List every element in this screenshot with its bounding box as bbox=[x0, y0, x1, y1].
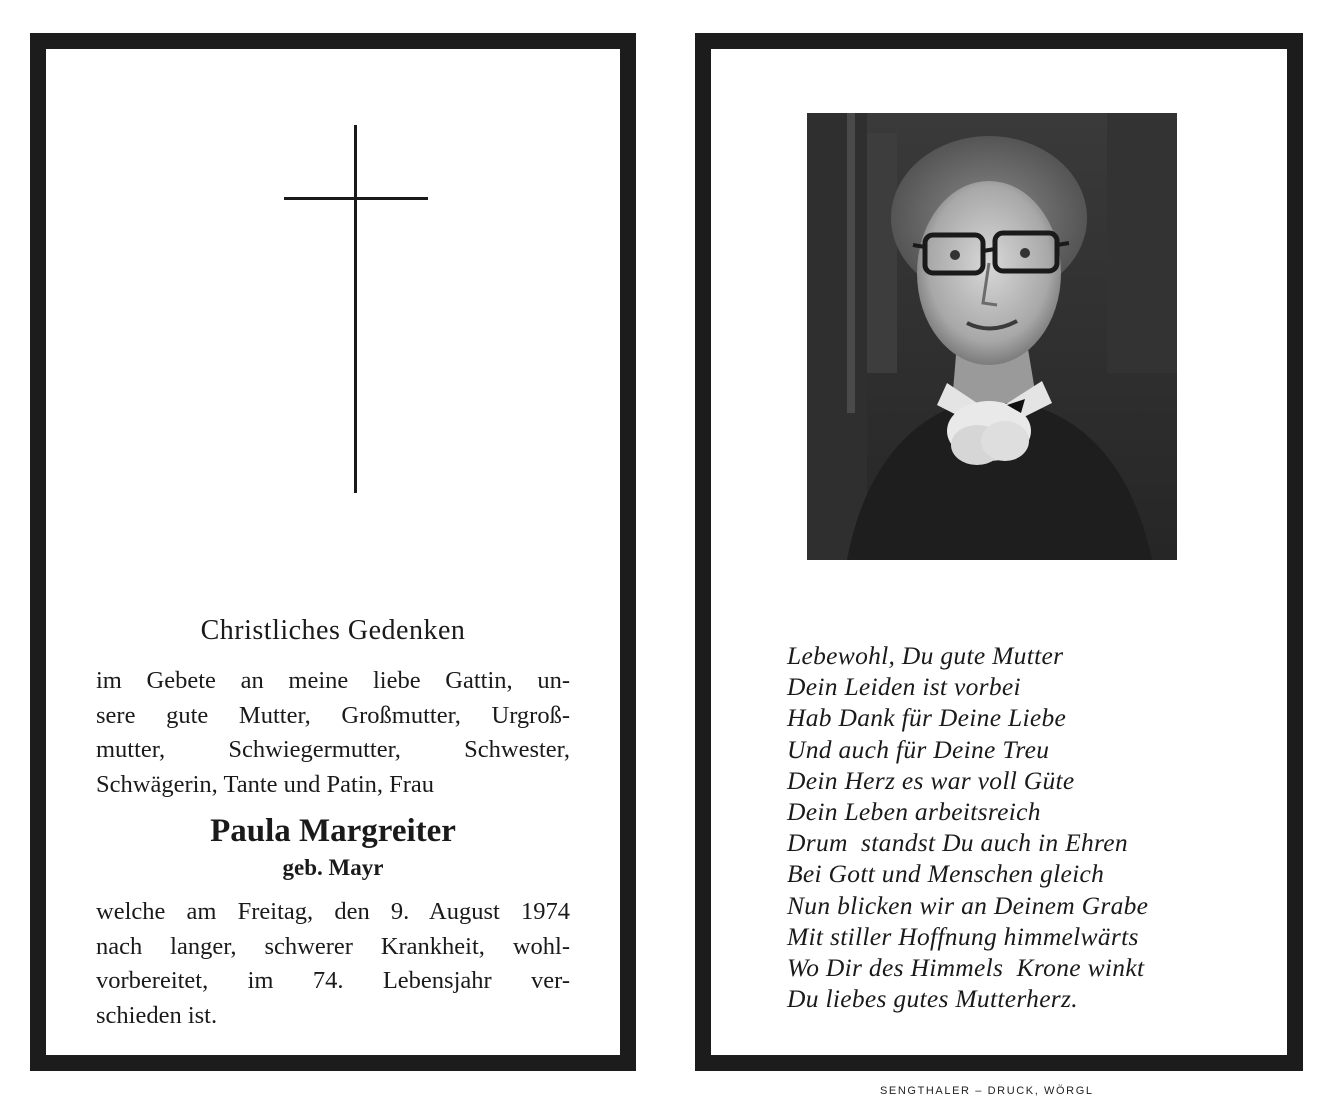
intro-paragraph bbox=[96, 664, 570, 802]
poem-line: Mit stiller Hoffnung himmelwärts bbox=[787, 921, 1139, 951]
poem-line: Dein Herz es war voll Güte bbox=[787, 765, 1075, 795]
death-line: schieden ist. bbox=[96, 1001, 218, 1029]
death-line: nach langer, schwerer Krankheit, wohl- bbox=[96, 932, 570, 960]
poem bbox=[787, 640, 1227, 1014]
death-paragraph bbox=[96, 895, 570, 1033]
memorial-card-back bbox=[695, 33, 1303, 1071]
intro-line: Schwägerin, Tante und Patin, Frau bbox=[96, 770, 435, 798]
deceased-name: Paula Margreiter bbox=[210, 813, 456, 849]
printer-imprint: SENGTHALER – DRUCK, WÖRGL bbox=[880, 1085, 1094, 1097]
poem-line: Dein Leben arbeitsreich bbox=[787, 797, 1041, 827]
poem-line: Drum standst Du auch in Ehren bbox=[787, 828, 1128, 858]
card-heading: Christliches Gedenken bbox=[200, 615, 466, 646]
memorial-card-front bbox=[30, 33, 636, 1071]
poem-line: Bei Gott und Menschen gleich bbox=[787, 859, 1105, 889]
intro-line: sere gute Mutter, Großmutter, Urgroß- bbox=[96, 701, 570, 729]
poem-line: Hab Dank für Deine Liebe bbox=[787, 703, 1067, 733]
poem-line: Wo Dir des Himmels Krone winkt bbox=[787, 953, 1145, 983]
maiden-name: geb. Mayr bbox=[282, 855, 384, 880]
intro-line: im Gebete an meine liebe Gattin, un- bbox=[96, 667, 570, 694]
poem-line: Dein Leiden ist vorbei bbox=[787, 672, 1021, 702]
poem-line: Du liebes gutes Mutterherz. bbox=[787, 984, 1078, 1014]
death-line: welche am Freitag, den 9. August 1974 bbox=[96, 898, 570, 925]
cross-icon bbox=[284, 125, 428, 493]
poem-line: Lebewohl, Du gute Mutter bbox=[787, 641, 1064, 670]
death-line: vorbereitet, im 74. Lebensjahr ver- bbox=[96, 967, 570, 994]
portrait-photo bbox=[807, 113, 1177, 560]
intro-line: mutter, Schwiegermutter, Schwester, bbox=[96, 736, 570, 763]
poem-line: Nun blicken wir an Deinem Grabe bbox=[787, 890, 1149, 920]
poem-line: Und auch für Deine Treu bbox=[787, 734, 1050, 764]
